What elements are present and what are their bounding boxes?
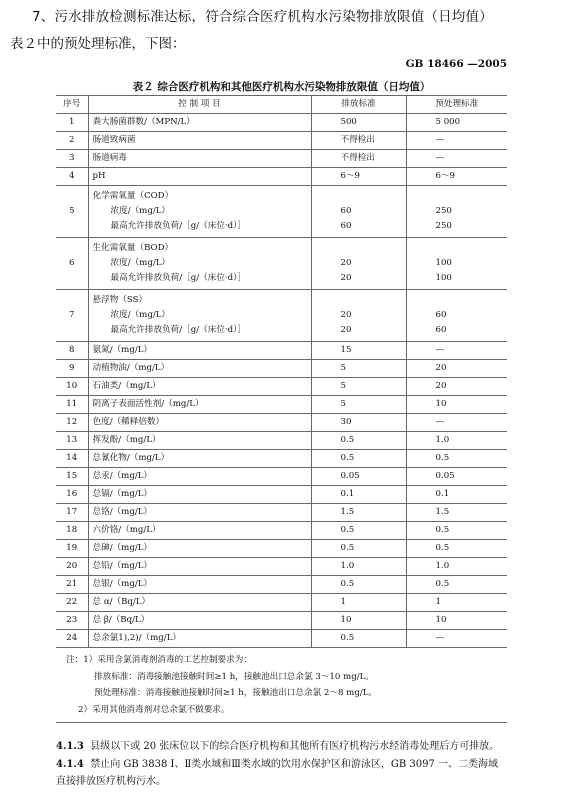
item-cell-line: 色度/（稀释倍数）: [92, 417, 165, 427]
emission-cell: [311, 342, 406, 360]
item-cell: [88, 522, 311, 540]
note-line: 排放标准：消毒接触池接触时间≥1 h，接触池出口总余氯 3～10 mg/L。: [94, 671, 374, 682]
emission-cell: [311, 186, 406, 238]
emission-cell-line: 15: [340, 345, 352, 355]
pretreatment-cell-line: [436, 189, 504, 204]
note-line: 2）采用其他消毒剂对总余氯不做要求。: [78, 704, 230, 715]
item-cell: [88, 168, 311, 186]
item-cell: [88, 360, 311, 378]
item-cell: [88, 450, 311, 468]
pretreatment-cell-line: [436, 293, 504, 308]
row-number: 10: [56, 378, 88, 396]
item-cell: [88, 290, 311, 342]
pretreatment-cell: [406, 576, 507, 594]
row-number: 8: [56, 342, 88, 360]
table-row: [56, 378, 507, 396]
table-row: [56, 522, 507, 540]
item-cell-line: 总 α/（Bq/L）: [92, 597, 151, 607]
row-number: 16: [56, 486, 88, 504]
item-cell: [88, 238, 311, 290]
item-cell: [88, 186, 311, 238]
item-cell-line: pH: [92, 171, 106, 181]
pretreatment-cell-line: 0.5: [435, 453, 450, 463]
table-row: [56, 540, 507, 558]
note-line: 预处理标准：消毒接触池接触时间≥1 h，接触池出口总余氯 2～8 mg/L。: [94, 688, 378, 698]
table-row: [56, 486, 507, 504]
item-cell: [88, 150, 311, 168]
item-cell-line: 浓度/（mg/L）: [110, 258, 171, 268]
pretreatment-cell-line: 10: [435, 399, 447, 409]
table-row: [56, 630, 507, 648]
emission-cell-line: 30: [340, 417, 352, 427]
item-cell-line: 六价铬/（mg/L）: [92, 525, 161, 535]
pretreatment-cell: [406, 186, 507, 238]
item-cell-line: 最高允许排放负荷/［g/（床位·d）］: [110, 273, 247, 283]
pretreatment-cell-line: —: [435, 417, 445, 427]
emission-cell: [311, 378, 406, 396]
pretreatment-cell-line: —: [435, 153, 445, 163]
item-cell: [88, 414, 311, 432]
emission-cell-line: 60: [340, 221, 352, 231]
item-cell: [88, 114, 311, 132]
clause-4-1-4: [56, 756, 556, 774]
emission-cell-line: 6～9: [340, 171, 361, 181]
emission-cell-line: 60: [340, 206, 352, 216]
emission-cell: [311, 630, 406, 648]
emission-cell-line: 0.5: [340, 525, 355, 535]
pretreatment-cell-line: 250: [435, 221, 452, 231]
pretreatment-cell-line: 1: [435, 597, 441, 607]
table-row: [56, 504, 507, 522]
table-row: [56, 576, 507, 594]
emission-cell: [311, 522, 406, 540]
clause-text: 禁止向 GB 3838 Ⅰ、Ⅱ类水域和Ⅲ类水域的饮用水保护区和游泳区，GB 3097 一、二类海域: [90, 758, 499, 770]
row-number: 19: [56, 540, 88, 558]
item-cell: [88, 558, 311, 576]
emission-cell: [311, 612, 406, 630]
pretreatment-cell: [406, 168, 507, 186]
pretreatment-cell: [406, 432, 507, 450]
emission-cell-line: 不得检出: [340, 135, 375, 145]
emission-cell-line: 不得检出: [340, 153, 375, 163]
emission-cell: [311, 290, 406, 342]
row-number: 24: [56, 630, 88, 648]
pretreatment-cell-line: 1.5: [435, 507, 450, 517]
pretreatment-cell: [406, 290, 507, 342]
emission-cell-line: [341, 241, 402, 256]
emission-cell-line: [341, 189, 402, 204]
pretreatment-cell: [406, 594, 507, 612]
item-cell: [88, 132, 311, 150]
row-number: 18: [56, 522, 88, 540]
emission-cell: [311, 132, 406, 150]
table-row: [56, 114, 507, 132]
pretreatment-cell: [406, 378, 507, 396]
pretreatment-cell-line: 1.0: [435, 435, 450, 445]
intro-line-2: 表２中的预处理标准，下图：: [10, 36, 186, 52]
emission-cell: [311, 414, 406, 432]
emission-cell: [311, 114, 406, 132]
row-number: 23: [56, 612, 88, 630]
pretreatment-cell-line: —: [435, 345, 445, 355]
row-number: 20: [56, 558, 88, 576]
item-cell-line: 肠道病毒: [92, 153, 127, 163]
item-cell-line: 最高允许排放负荷/［g/（床位·d）］: [110, 221, 247, 231]
emission-cell: [311, 576, 406, 594]
item-cell-line: 动植物油/（mg/L）: [92, 363, 170, 373]
table-row: [56, 342, 507, 360]
pretreatment-cell: [406, 342, 507, 360]
emission-cell-line: 1.5: [340, 507, 355, 517]
emission-cell-line: 0.05: [340, 471, 360, 481]
item-cell-line: 肠道致病菌: [92, 135, 136, 145]
pretreatment-cell-line: 60: [435, 325, 447, 335]
emission-cell: [311, 432, 406, 450]
emission-cell-line: 20: [340, 310, 352, 320]
row-number: 4: [56, 168, 88, 186]
item-cell-line: 总氰化物/（mg/L）: [92, 453, 170, 463]
item-cell-line: 总银/（mg/L）: [92, 579, 153, 589]
item-cell-line: 总砷/（mg/L）: [92, 543, 153, 553]
item-cell: [88, 468, 311, 486]
table-row: [56, 432, 507, 450]
row-number: 12: [56, 414, 88, 432]
pretreatment-cell-line: 0.5: [435, 525, 450, 535]
emission-cell-line: 20: [340, 273, 352, 283]
emission-cell: [311, 486, 406, 504]
emission-cell: [311, 360, 406, 378]
row-number: 9: [56, 360, 88, 378]
emission-cell-line: 0.5: [340, 579, 355, 589]
item-cell: [88, 342, 311, 360]
table-row: [56, 132, 507, 150]
clause-number: 4.1.3: [56, 741, 84, 752]
item-cell-line: 化学需氧量（COD）: [92, 191, 174, 201]
table-row: [56, 612, 507, 630]
emission-cell-line: 20: [340, 258, 352, 268]
intro-line-1: 7、污水排放检测标准达标，符合综合医疗机构水污染物排放限值（日均值）: [32, 9, 493, 25]
pretreatment-cell: [406, 150, 507, 168]
row-number: 7: [56, 290, 88, 342]
table-row: [56, 150, 507, 168]
pretreatment-cell-line: 10: [435, 615, 447, 625]
table-row: [56, 468, 507, 486]
emission-cell: [311, 504, 406, 522]
pretreatment-cell-line: 0.1: [435, 489, 450, 499]
emission-cell: [311, 238, 406, 290]
table-header-row: [56, 96, 507, 114]
emission-cell-line: 5: [340, 399, 346, 409]
item-cell-line: 浓度/（mg/L）: [110, 310, 171, 320]
table-notes: [56, 648, 507, 723]
pretreatment-cell: [406, 486, 507, 504]
table-row: [56, 450, 507, 468]
item-cell: [88, 378, 311, 396]
item-cell: [88, 576, 311, 594]
pretreatment-cell-line: 100: [435, 273, 452, 283]
emission-cell-line: 0.5: [340, 453, 355, 463]
pretreatment-cell: [406, 522, 507, 540]
pretreatment-cell: [406, 540, 507, 558]
item-cell-line: 生化需氧量（BOD）: [92, 243, 174, 253]
table-row: [56, 594, 507, 612]
item-cell-line: 粪大肠菌群数/（MPN/L）: [92, 117, 195, 127]
table-row: [56, 168, 507, 186]
pretreatment-cell-line: 0.5: [435, 579, 450, 589]
item-cell-line: 总汞/（mg/L）: [92, 471, 153, 481]
emission-cell: [311, 594, 406, 612]
header-item: 控 制 项 目: [88, 96, 311, 114]
item-cell: [88, 504, 311, 522]
pretreatment-cell-line: 0.05: [435, 471, 455, 481]
emission-cell-line: 20: [340, 325, 352, 335]
pretreatment-cell: [406, 450, 507, 468]
pretreatment-cell-line: 20: [435, 381, 447, 391]
intro-paragraph: [10, 4, 558, 58]
emission-limits-table: [56, 95, 507, 723]
table-row: [56, 238, 507, 290]
item-cell-line: 石油类/（mg/L）: [92, 381, 161, 391]
item-cell-line: 最高允许排放负荷/［g/（床位·d）］: [110, 325, 247, 335]
item-cell: [88, 432, 311, 450]
pretreatment-cell: [406, 396, 507, 414]
emission-cell: [311, 150, 406, 168]
emission-cell-line: 0.1: [340, 489, 355, 499]
pretreatment-cell: [406, 630, 507, 648]
table-row: [56, 290, 507, 342]
emission-cell-line: 1.0: [340, 561, 355, 571]
item-cell-line: 总铅/（mg/L）: [92, 561, 153, 571]
emission-cell-line: 1: [340, 597, 346, 607]
emission-cell: [311, 540, 406, 558]
table-caption: 表２ 综合医疗机构和其他医疗机构水污染物排放限值（日均值）: [132, 81, 431, 93]
row-number: 6: [56, 238, 88, 290]
table-row: [56, 558, 507, 576]
clause-number: 4.1.4: [56, 758, 84, 770]
pretreatment-cell-line: 5 000: [435, 117, 461, 127]
item-cell-line: 总 β/（Bq/L）: [92, 615, 150, 625]
header-pretreatment: 预处理标准: [406, 96, 507, 114]
item-cell-line: 氨氮/（mg/L）: [92, 345, 153, 355]
emission-cell: [311, 468, 406, 486]
item-cell-line: 浓度/（mg/L）: [110, 206, 171, 216]
emission-cell-line: 0.5: [340, 435, 355, 445]
pretreatment-cell-line: 0.5: [435, 543, 450, 553]
item-cell-line: 总铬/（mg/L）: [92, 507, 153, 517]
emission-cell: [311, 450, 406, 468]
row-number: 2: [56, 132, 88, 150]
pretreatment-cell-line: 6～9: [435, 171, 456, 181]
table-row: [56, 396, 507, 414]
note-line: 注：1）采用含氯消毒剂消毒的工艺控制要求为：: [66, 655, 252, 665]
pretreatment-cell-line: 1.0: [435, 561, 450, 571]
pretreatment-cell: [406, 132, 507, 150]
clause-text: 县级以下或 20 张床位以下的综合医疗机构和其他所有医疗机构污水经消毒处理后方可排放。: [90, 741, 500, 752]
item-cell-line: 总余氯1),2)/（mg/L）: [92, 633, 181, 643]
row-number: 13: [56, 432, 88, 450]
header-emission: 排放标准: [311, 96, 406, 114]
table-row: [56, 186, 507, 238]
item-cell: [88, 396, 311, 414]
item-cell: [88, 630, 311, 648]
table-row: [56, 414, 507, 432]
pretreatment-cell: [406, 558, 507, 576]
emission-cell-line: 0.5: [340, 543, 355, 553]
footer-clauses: [56, 738, 556, 791]
item-cell-line: 阴离子表面活性剂/（mg/L）: [92, 399, 204, 409]
pretreatment-cell-line: 100: [435, 258, 452, 268]
emission-cell-line: 0.5: [340, 633, 355, 643]
emission-cell: [311, 168, 406, 186]
standard-code: GB 18466 —2005: [405, 58, 507, 70]
emission-cell-line: 5: [340, 363, 346, 373]
pretreatment-cell: [406, 414, 507, 432]
item-cell-line: 挥发酚/（mg/L）: [92, 435, 161, 445]
pretreatment-cell: [406, 238, 507, 290]
row-number: 14: [56, 450, 88, 468]
clause-4-1-3: [56, 738, 556, 756]
row-number: 15: [56, 468, 88, 486]
pretreatment-cell: [406, 504, 507, 522]
pretreatment-cell: [406, 468, 507, 486]
pretreatment-cell-line: 20: [435, 363, 447, 373]
pretreatment-cell-line: [436, 241, 504, 256]
row-number: 3: [56, 150, 88, 168]
pretreatment-cell-line: —: [435, 633, 445, 643]
pretreatment-cell: [406, 114, 507, 132]
item-cell: [88, 594, 311, 612]
row-number: 22: [56, 594, 88, 612]
emission-cell-line: [341, 293, 402, 308]
item-cell: [88, 486, 311, 504]
row-number: 1: [56, 114, 88, 132]
pretreatment-cell: [406, 612, 507, 630]
row-number: 17: [56, 504, 88, 522]
pretreatment-cell-line: —: [435, 135, 445, 145]
pretreatment-cell-line: 60: [435, 310, 447, 320]
row-number: 11: [56, 396, 88, 414]
emission-cell-line: 5: [340, 381, 346, 391]
row-number: 5: [56, 186, 88, 238]
table-row: [56, 360, 507, 378]
item-cell: [88, 612, 311, 630]
item-cell-line: 总镉/（mg/L）: [92, 489, 153, 499]
item-cell-line: 悬浮物（SS）: [92, 295, 148, 305]
pretreatment-cell-line: 250: [435, 206, 452, 216]
emission-cell-line: 10: [340, 615, 352, 625]
row-number: 21: [56, 576, 88, 594]
emission-cell: [311, 396, 406, 414]
item-cell: [88, 540, 311, 558]
header-no: 序号: [56, 96, 88, 114]
clause-4-1-4-cont: 直接排放医疗机构污水。: [56, 776, 166, 787]
pretreatment-cell: [406, 360, 507, 378]
emission-cell-line: 500: [340, 117, 357, 127]
emission-cell: [311, 558, 406, 576]
